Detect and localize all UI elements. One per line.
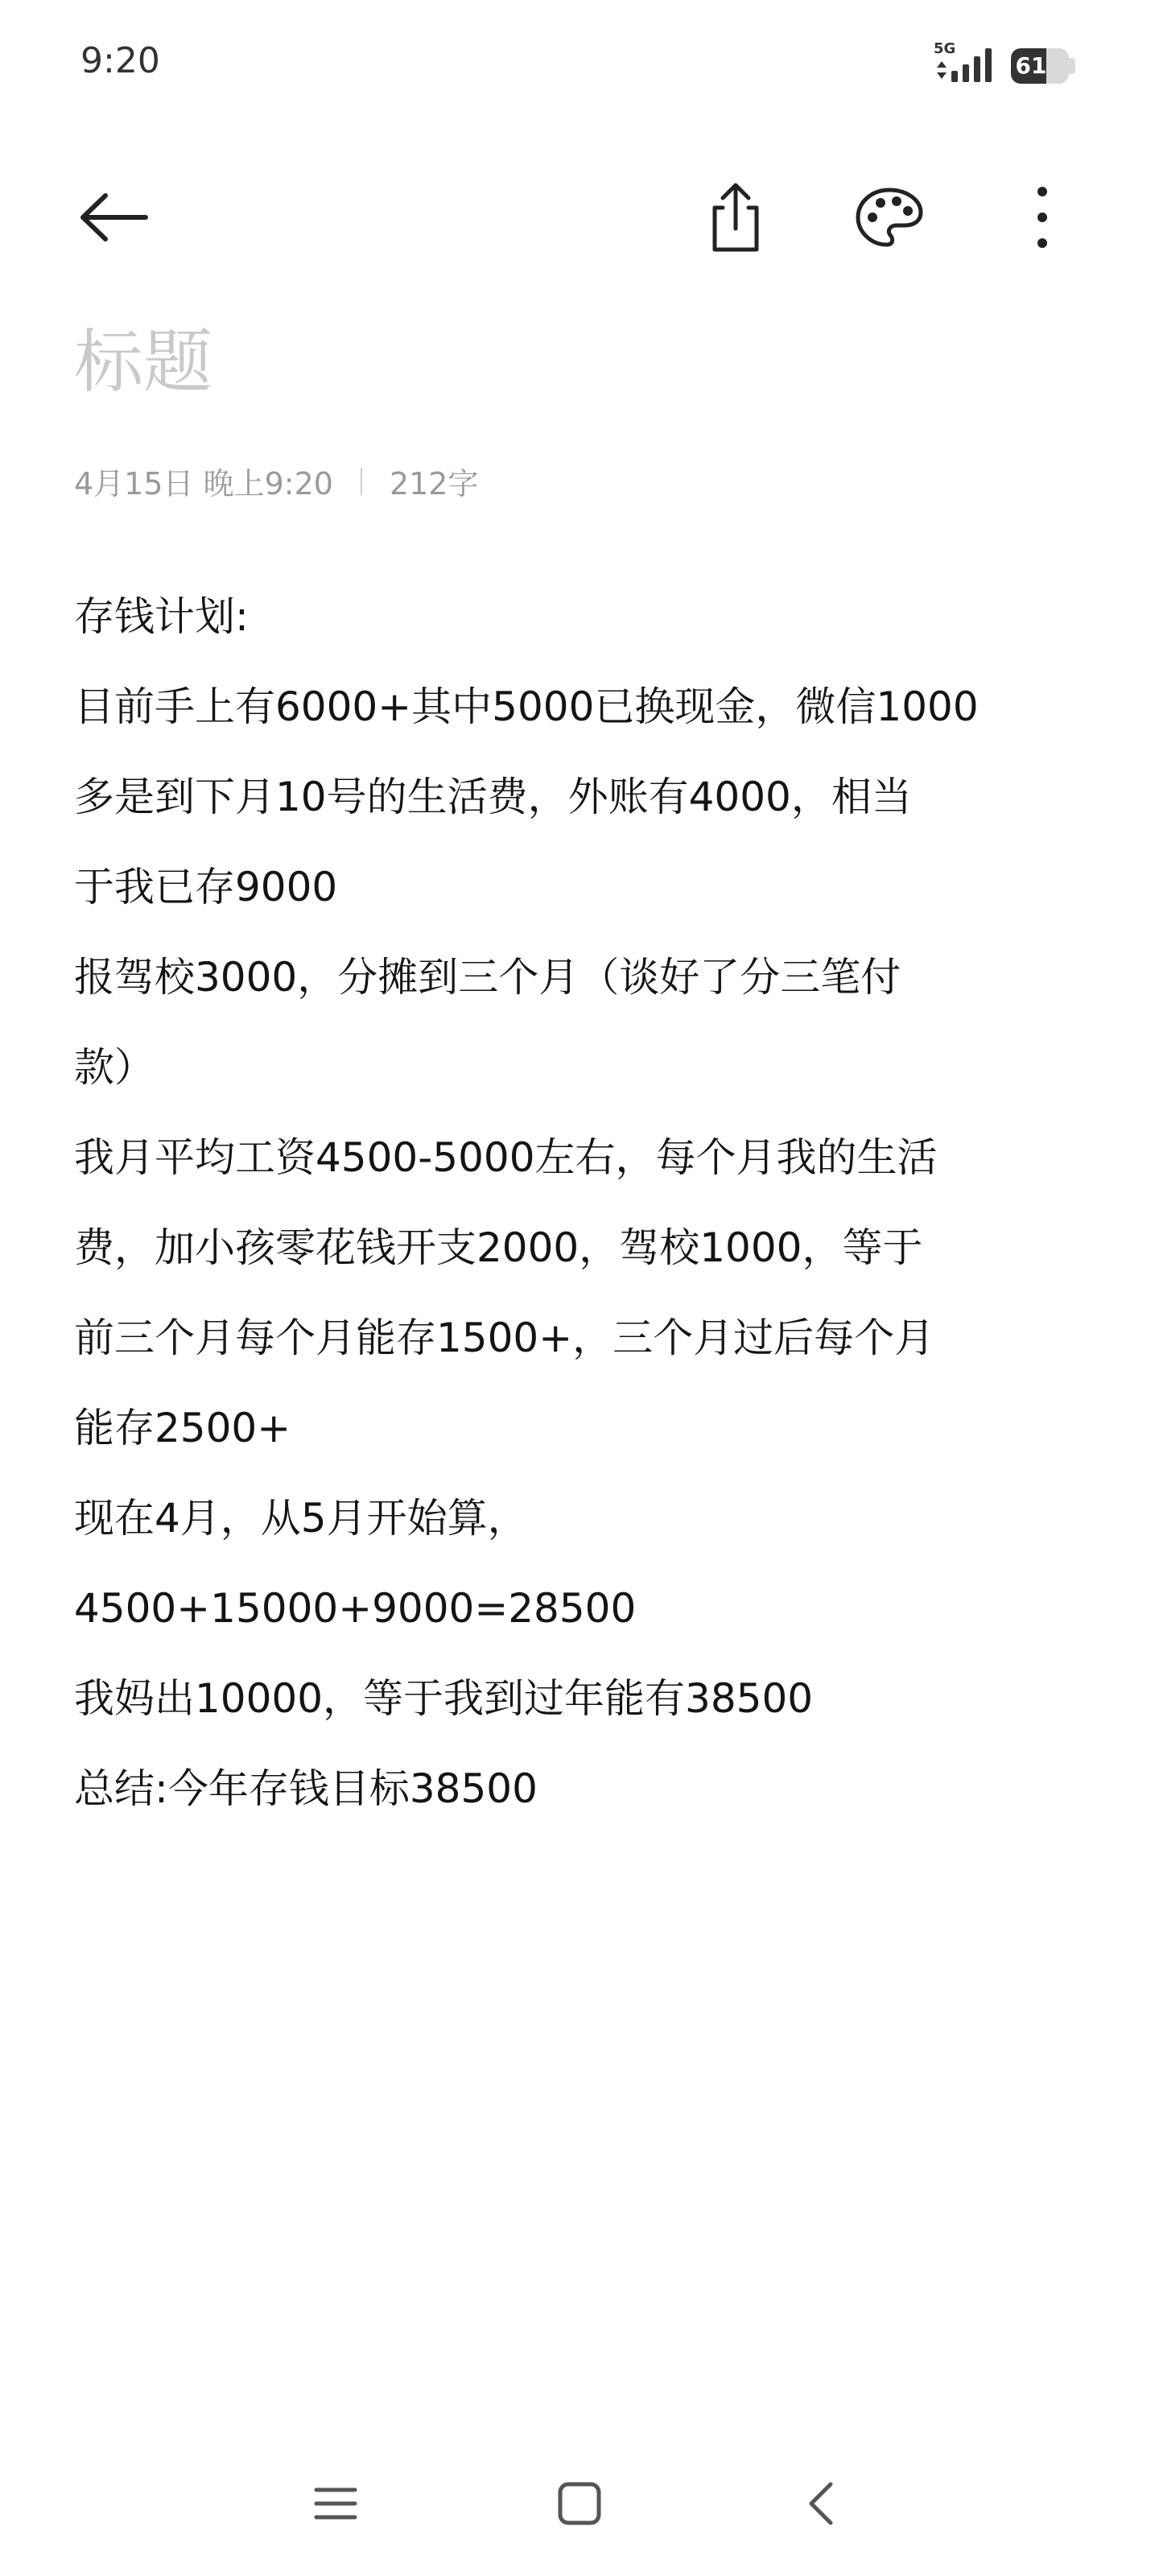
home-icon: [555, 2479, 604, 2528]
note-line: 存钱计划:: [74, 593, 249, 640]
note-line: 于我已存9000: [74, 864, 338, 910]
note-line: 现在4月，从5月开始算，: [74, 1495, 528, 1542]
signal-icon: [934, 40, 998, 89]
home-button[interactable]: [543, 2471, 616, 2536]
battery-icon: [1011, 48, 1075, 84]
note-line: 前三个月每个月能存1500+，三个月过后每个月: [74, 1315, 935, 1361]
back-arrow-icon: [78, 189, 151, 246]
note-title-input[interactable]: 标题: [74, 322, 212, 402]
more-vertical-icon: [1034, 185, 1050, 250]
back-icon: [805, 2479, 837, 2528]
note-char-count: 212字: [389, 466, 479, 502]
note-line: 我月平均工资4500-5000左右，每个月我的生活: [74, 1134, 938, 1181]
note-line: 款）: [74, 1044, 155, 1091]
nav-back-button[interactable]: [785, 2471, 857, 2536]
note-body[interactable]: [74, 572, 1096, 1834]
palette-icon: [853, 185, 926, 250]
back-button[interactable]: [74, 177, 155, 258]
note-line: 目前手上有6000+其中5000已换现金，微信1000: [74, 683, 979, 730]
note-line: 能存2500+: [74, 1405, 291, 1451]
note-line: 多是到下月10号的生活费，外账有4000，相当: [74, 774, 912, 820]
note-toolbar: [0, 153, 1159, 266]
meta-divider: [361, 468, 362, 495]
more-options-button[interactable]: [1002, 177, 1083, 258]
note-line: 费，加小孩零花钱开支2000，驾校1000，等于: [74, 1224, 923, 1271]
status-bar: [0, 0, 1159, 129]
system-nav-bar: [0, 2455, 1159, 2552]
recent-apps-button[interactable]: [299, 2471, 372, 2536]
battery-level: 61: [1015, 52, 1047, 79]
note-line: 总结:今年存钱目标38500: [74, 1765, 538, 1812]
share-icon: [703, 180, 768, 254]
note-line: 4500+15000+9000=28500: [74, 1585, 637, 1632]
network-type-label: 5G: [934, 40, 956, 57]
share-button[interactable]: [695, 177, 776, 258]
note-meta: [74, 459, 478, 503]
note-line: 报驾校3000，分摊到三个月（谈好了分三笔付: [74, 954, 901, 1001]
theme-button[interactable]: [849, 177, 930, 258]
note-date: 4月15日 晚上9:20: [74, 466, 333, 502]
status-time: 9:20: [80, 40, 160, 81]
menu-icon: [311, 2483, 360, 2524]
note-line: 我妈出10000，等于我到过年能有38500: [74, 1675, 814, 1722]
